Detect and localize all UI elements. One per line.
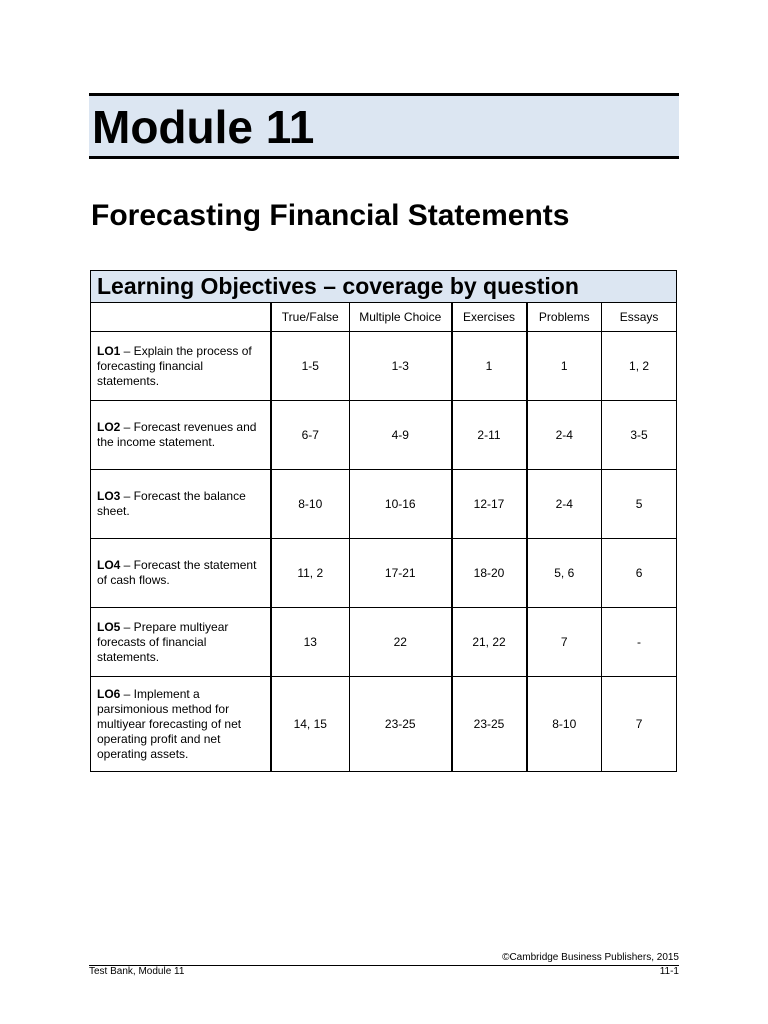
objective-code: LO1 [97,343,121,358]
copyright-notice: ©Cambridge Business Publishers, 2015 [502,952,679,963]
objective-description: – Forecast the statement of cash flows. [97,558,257,587]
coverage-cell: 17-21 [350,539,452,608]
objective-cell [91,539,271,608]
objective-code: LO3 [97,489,121,503]
objective-code: LO2 [97,420,121,434]
coverage-cell: 10-16 [350,470,452,539]
coverage-cell: 7 [602,677,677,772]
table-row [91,332,677,401]
coverage-cell: 3-5 [602,401,677,470]
coverage-cell: 8-10 [271,470,350,539]
column-header: Exercises [452,303,527,332]
coverage-cell: 18-20 [452,539,527,608]
table-row [91,608,677,677]
coverage-cell: 21, 22 [452,608,527,677]
objective-description: – Implement a parsimonious method for multiyear forecasting of net operating profit and net operating assets. [97,686,242,761]
coverage-cell: 13 [271,608,350,677]
page-subtitle: Forecasting Financial Statements [91,199,570,232]
coverage-cell: 1 [527,332,602,401]
coverage-cell: 5 [602,470,677,539]
coverage-cell: 1-3 [350,332,452,401]
coverage-cell: 6-7 [271,401,350,470]
objective-code: LO4 [97,558,121,572]
objective-description: – Forecast revenues and the income statement. [97,420,257,449]
coverage-cell: 22 [350,608,452,677]
coverage-cell: 23-25 [350,677,452,772]
coverage-cell: - [602,608,677,677]
learning-objectives-table [90,270,677,772]
coverage-cell: 8-10 [527,677,602,772]
objective-code: LO6 [97,686,121,701]
objective-cell [91,677,271,772]
column-header: Essays [602,303,677,332]
objective-description: – Explain the process of forecasting financial statements. [97,343,252,388]
coverage-cell: 1 [452,332,527,401]
header-blank-cell [91,303,271,332]
objective-cell [91,332,271,401]
coverage-cell: 11, 2 [271,539,350,608]
table-row [91,539,677,608]
coverage-cell: 4-9 [350,401,452,470]
page-number: 11-1 [659,966,679,977]
footer-book-title: Test Bank, Module 11 [89,966,185,977]
coverage-cell: 1-5 [271,332,350,401]
module-title: Module 11 [92,101,315,153]
column-header: Multiple Choice [350,303,452,332]
module-banner [89,93,679,159]
objective-cell [91,608,271,677]
coverage-cell: 2-4 [527,470,602,539]
coverage-cell: 23-25 [452,677,527,772]
table-row [91,401,677,470]
coverage-cell: 2-4 [527,401,602,470]
objective-cell [91,401,271,470]
table-caption: Learning Objectives – coverage by question [91,271,677,303]
coverage-cell: 14, 15 [271,677,350,772]
coverage-cell: 2-11 [452,401,527,470]
column-header: True/False [271,303,350,332]
objective-code: LO5 [97,619,121,634]
column-header: Problems [527,303,602,332]
coverage-cell: 1, 2 [602,332,677,401]
coverage-cell: 12-17 [452,470,527,539]
table-row [91,470,677,539]
table-row [91,677,677,772]
coverage-cell: 5, 6 [527,539,602,608]
objective-cell [91,470,271,539]
coverage-cell: 7 [527,608,602,677]
coverage-cell: 6 [602,539,677,608]
objective-description: – Prepare multiyear forecasts of financial statements. [97,619,229,664]
objective-description: – Forecast the balance sheet. [97,489,246,518]
